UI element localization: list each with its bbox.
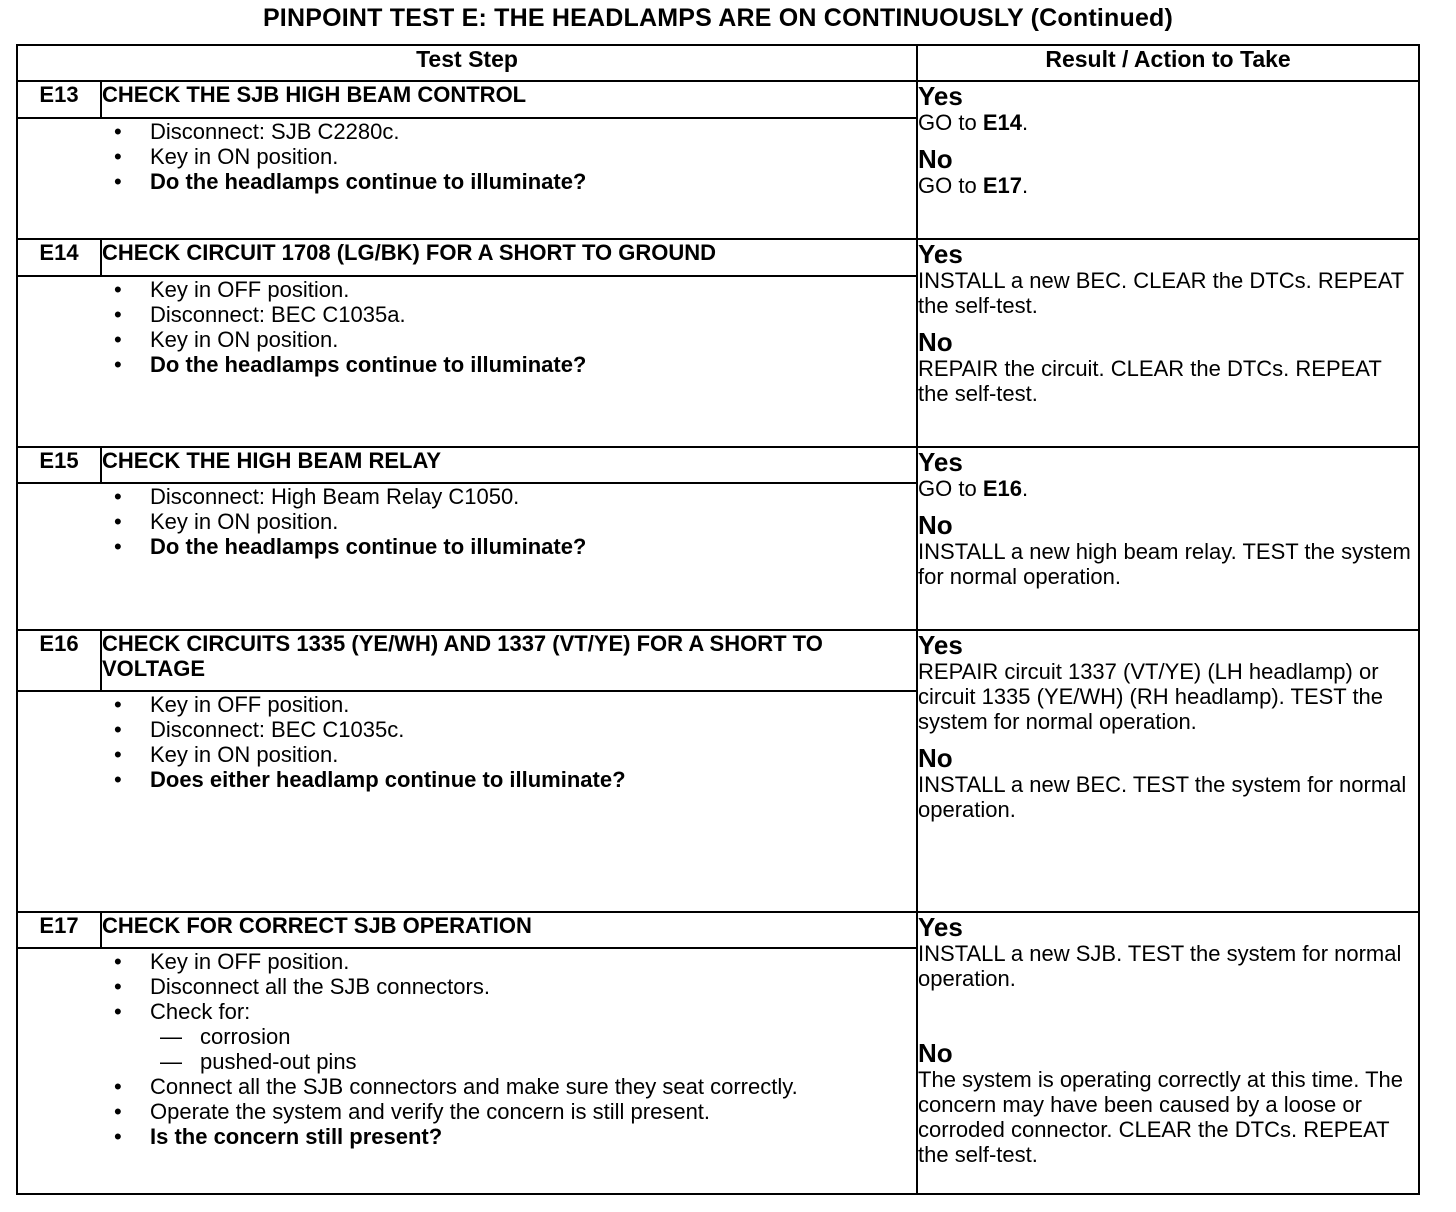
step-reference: E17	[982, 173, 1022, 198]
step-title: CHECK THE SJB HIGH BEAM CONTROL	[101, 81, 917, 118]
step-instructions	[17, 948, 917, 1194]
result-cell-e14	[917, 239, 1419, 447]
instruction-item: • Disconnect all the SJB connectors.	[18, 974, 916, 999]
column-header-test-step: Test Step	[17, 45, 917, 81]
step-reference: E16	[982, 476, 1022, 501]
instruction-item: • Key in OFF position.	[18, 949, 916, 974]
step-header-row-e15	[17, 447, 1419, 483]
step-id: E16	[17, 630, 101, 691]
step-instructions	[17, 276, 917, 447]
no-label: No	[918, 743, 953, 773]
step-id: E15	[17, 447, 101, 483]
yes-label: Yes	[918, 239, 963, 269]
step-id: E17	[17, 912, 101, 948]
no-label: No	[918, 327, 953, 357]
result-cell-e17	[917, 912, 1419, 1194]
yes-action: INSTALL a new BEC. CLEAR the DTCs. REPEAT the self-test.	[918, 268, 1404, 318]
result-cell-e13	[917, 81, 1419, 239]
instruction-item: • Key in OFF position.	[18, 277, 916, 302]
instruction-item: • Connect all the SJB connectors and make sure they seat correctly.	[18, 1074, 916, 1099]
step-reference: E14	[982, 110, 1022, 135]
step-instructions	[17, 118, 917, 239]
step-header-row-e17	[17, 912, 1419, 948]
step-header-row-e16	[17, 630, 1419, 691]
page-title: PINPOINT TEST E: THE HEADLAMPS ARE ON CONTINUOUSLY (Continued)	[262, 4, 1174, 32]
yes-action: INSTALL a new SJB. TEST the system for normal operation.	[918, 941, 1402, 991]
step-instructions	[17, 691, 917, 912]
instruction-item: • Disconnect: BEC C1035a.	[18, 302, 916, 327]
step-title: CHECK FOR CORRECT SJB OPERATION	[101, 912, 917, 948]
yes-label: Yes	[918, 912, 963, 942]
instruction-question: • Is the concern still present?	[18, 1124, 916, 1149]
step-title: CHECK CIRCUIT 1708 (LG/BK) FOR A SHORT TO GROUND	[101, 239, 917, 276]
yes-label: Yes	[918, 630, 963, 660]
instruction-item: • Key in ON position.	[18, 509, 916, 534]
check-subitem: — pushed-out pins	[18, 1049, 916, 1074]
result-cell-e16	[917, 630, 1419, 912]
instruction-question: • Do the headlamps continue to illuminate?	[18, 534, 916, 559]
yes-label: Yes	[918, 447, 963, 477]
no-action: INSTALL a new high beam relay. TEST the system for normal operation.	[918, 539, 1411, 589]
instruction-item: • Operate the system and verify the concern is still present.	[18, 1099, 916, 1124]
pinpoint-test-table	[16, 44, 1420, 1195]
step-header-row-e13	[17, 81, 1419, 118]
no-action: GO to E17.	[918, 173, 1029, 198]
no-action: REPAIR the circuit. CLEAR the DTCs. REPEAT the self-test.	[918, 356, 1382, 406]
yes-action: REPAIR circuit 1337 (VT/YE) (LH headlamp) or circuit 1335 (YE/WH) (RH headlamp). TEST the system for normal operation.	[918, 659, 1384, 734]
instruction-item: • Disconnect: SJB C2280c.	[18, 119, 916, 144]
instruction-item: • Disconnect: High Beam Relay C1050.	[18, 484, 916, 509]
yes-action: GO to E14.	[918, 110, 1029, 135]
no-label: No	[918, 144, 953, 174]
result-cell-e15	[917, 447, 1419, 630]
table-header-row	[17, 45, 1419, 81]
step-title: CHECK THE HIGH BEAM RELAY	[101, 447, 917, 483]
instruction-item: • Disconnect: BEC C1035c.	[18, 717, 916, 742]
check-subitem: — corrosion	[18, 1024, 916, 1049]
instruction-item: • Key in ON position.	[18, 327, 916, 352]
instruction-item: • Check for:	[18, 999, 916, 1024]
instruction-item: • Key in ON position.	[18, 742, 916, 767]
column-header-result: Result / Action to Take	[917, 45, 1419, 81]
step-header-row-e14	[17, 239, 1419, 276]
step-instructions	[17, 483, 917, 630]
step-title: CHECK CIRCUITS 1335 (YE/WH) AND 1337 (VT/YE) FOR A SHORT TO VOLTAGE	[101, 630, 917, 691]
instruction-question: • Do the headlamps continue to illuminate?	[18, 169, 916, 194]
yes-action: GO to E16.	[918, 476, 1029, 501]
instruction-question: • Do the headlamps continue to illuminate?	[18, 352, 916, 377]
step-id: E14	[17, 239, 101, 276]
instruction-item: • Key in OFF position.	[18, 692, 916, 717]
instruction-item: • Key in ON position.	[18, 144, 916, 169]
step-id: E13	[17, 81, 101, 118]
yes-label: Yes	[918, 81, 963, 111]
no-label: No	[918, 1038, 953, 1068]
no-action: The system is operating correctly at this time. The concern may have been caused by a loose or corroded connector. CLEAR the DTCs. REPEAT the self-test.	[918, 1067, 1404, 1167]
no-label: No	[918, 510, 953, 540]
no-action: INSTALL a new BEC. TEST the system for normal operation.	[918, 772, 1407, 822]
instruction-question: • Does either headlamp continue to illuminate?	[18, 767, 916, 792]
